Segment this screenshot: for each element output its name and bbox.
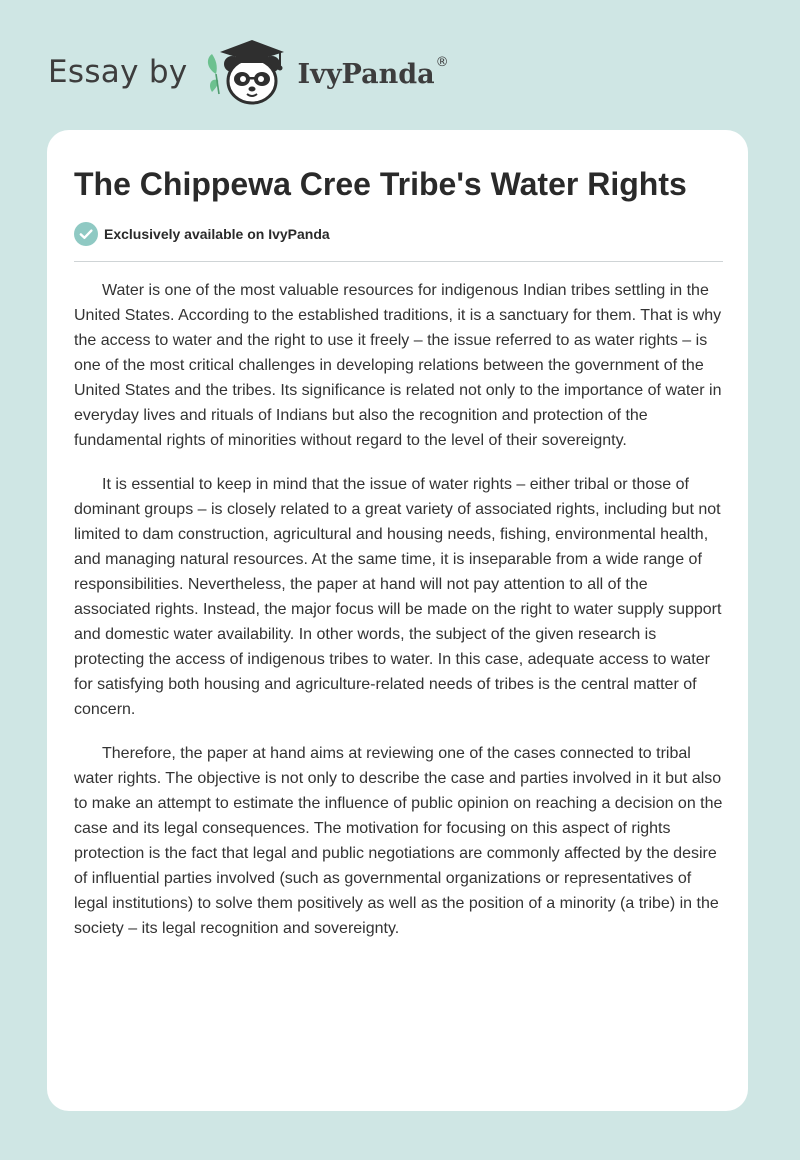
page-title: The Chippewa Cree Tribe's Water Rights [74, 166, 687, 202]
essay-body [74, 278, 724, 960]
exclusive-badge [74, 222, 330, 246]
paragraph: It is essential to keep in mind that the issue of water rights – either tribal or those of dominant groups – is closely related to a great variety of associated rights, including but not limited to dam construction, agricultural and housing needs, fishing, environmental health, and managing natural resources. At the same time, it is inseparable from a wide range of responsibilities. Nevertheless, the paper at hand will not pay attention to all of the associated rights. Instead, the major focus will be made on the right to water supply support and domestic water availability. In other words, the subject of the given research is protecting the access of indigenous tribes to water. In this case, adequate access to water for satisfying both housing and agriculture-related needs of tribes is the central matter of concern. [74, 476, 722, 718]
paragraph: Water is one of the most valuable resources for indigenous Indian tribes settling in the United States. According to the established traditions, it is a sanctuary for them. That is why the access to water and the right to use it freely – the issue referred to as water rights – is one of the most critical challenges in developing relations between the government of the United States and the tribes. Its significance is related not only to the importance of water in everyday lives and rituals of Indians but also the recognition and protection of the fundamental rights of minorities without regard to the level of their sovereignty. [74, 282, 722, 449]
divider [74, 261, 723, 262]
registered-mark: ® [435, 54, 449, 70]
panda-logo-icon [202, 34, 298, 110]
badge-label: Exclusively available on IvyPanda [104, 226, 330, 242]
brand-header [48, 34, 449, 110]
brand-name: IvyPanda [297, 58, 435, 90]
brand-prefix: Essay by [48, 54, 188, 90]
paragraph: Therefore, the paper at hand aims at reviewing one of the cases connected to tribal water rights. The objective is not only to describe the case and parties involved in it but also to make an attempt to estimate the influence of public opinion on reaching a decision on the case and its legal consequences. The motivation for focusing on this aspect of rights protection is the fact that legal and public negotiations are commonly affected by the desire of influential parties involved (such as governmental organizations or representatives of legal institutions) to solve them positively as well as the position of a minority (a tribe) in the society – its legal recognition and sovereignty. [74, 745, 723, 937]
essay-card [47, 130, 748, 1111]
check-circle-icon [74, 222, 98, 246]
